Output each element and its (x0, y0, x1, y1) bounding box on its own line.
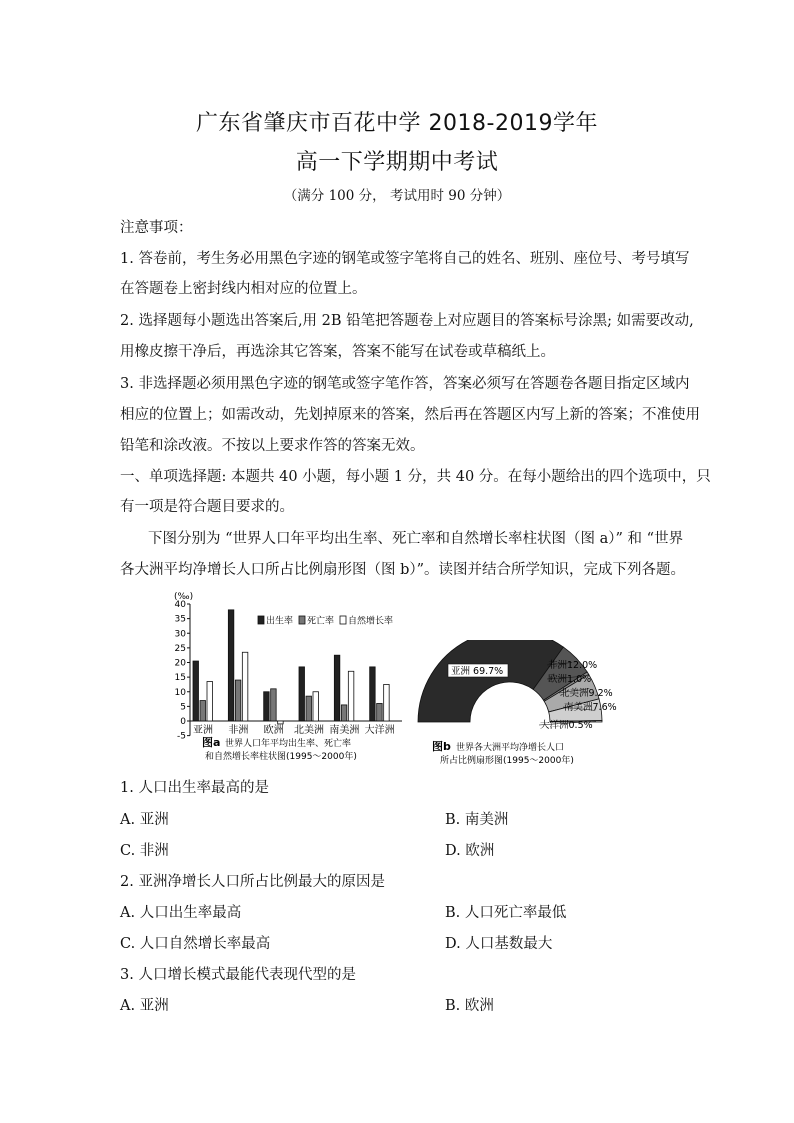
legend-swatch (258, 616, 264, 624)
section-heading-cont: 有一项是符合题目要求的。 (120, 499, 294, 515)
intro-line: 各大洲平均净增长人口所占比例扇形图（图 b）”。读图并结合所学知识，完成下列各题。 (120, 562, 686, 578)
x-tick-label: 欧洲 (263, 725, 284, 736)
notice-heading: 注意事项： (120, 220, 193, 236)
notice-line: 3. 非选择题必须用黑色字迹的钢笔或签字笔作答，答案必须写在答题卷各题目指定区域内 (120, 376, 690, 392)
chart-a-caption-line2: 和自然增长率柱状图(1995～2000年) (205, 752, 357, 762)
y-axis-label: (‰) (174, 592, 194, 602)
bar (370, 667, 376, 721)
notice-line: 相应的位置上；如需改动，先划掉原来的答案，然后再在答题区内写上新的答案；不准使用 (120, 407, 700, 423)
bar (200, 701, 206, 721)
bar (377, 703, 383, 721)
slice-label: 非洲12.0% (548, 660, 598, 671)
bar (334, 655, 340, 721)
question-stem: 2. 亚洲净增长人口所占比例最大的原因是 (120, 874, 385, 890)
bar (299, 667, 305, 721)
option-a[interactable]: A. 亚洲 (120, 812, 169, 828)
option-b[interactable]: B. 南美洲 (445, 812, 509, 828)
chart-a-caption-line1: 世界人口年平均出生率、死亡率 (225, 739, 352, 749)
slice-label: 南美洲7.6% (564, 702, 617, 713)
option-a[interactable]: A. 人口出生率最高 (120, 905, 242, 921)
y-tick-label: 30 (174, 629, 186, 640)
bar (306, 696, 312, 721)
y-tick-label: 10 (174, 687, 186, 698)
legend-label: 自然增长率 (348, 616, 394, 627)
y-tick-label: 25 (174, 643, 186, 654)
bar (235, 680, 241, 721)
slice-label: 北美洲9.2% (560, 688, 613, 699)
y-tick-label: 20 (174, 658, 186, 669)
y-tick-label: 15 (174, 673, 186, 684)
option-c[interactable]: C. 非洲 (120, 843, 169, 859)
option-b[interactable]: B. 欧洲 (445, 998, 494, 1014)
pie-chart (410, 640, 640, 770)
bar (242, 652, 248, 721)
intro-line: 下图分别为 “世界人口年平均出生率、死亡率和自然增长率柱状图（图 a）” 和 “世界 (148, 531, 684, 547)
section-heading: 一、单项选择题: 本题共 40 小题，每小题 1 分，共 40 分。在每小题给出的四个选项中，只 (120, 469, 711, 485)
y-tick-label: 40 (174, 600, 186, 610)
y-tick-label: -5 (177, 731, 186, 742)
page-subtitle-title: 高一下学期期中考试 (295, 150, 499, 175)
option-b[interactable]: B. 人口死亡率最低 (445, 905, 567, 921)
bar (341, 705, 347, 721)
bar (264, 692, 270, 721)
legend-label: 死亡率 (307, 616, 335, 627)
slice-label: 亚洲 69.7% (451, 666, 504, 677)
x-tick-label: 北美洲 (294, 725, 324, 736)
chart-b-caption-line2: 所占比例扇形图(1995～2000年) (440, 756, 574, 766)
bar-chart (160, 590, 430, 775)
option-d[interactable]: D. 人口基数最大 (445, 936, 553, 952)
x-tick-label: 南美洲 (329, 725, 360, 736)
option-a[interactable]: A. 亚洲 (120, 998, 169, 1014)
question-stem: 3. 人口增长模式最能代表现代型的是 (120, 967, 356, 983)
notice-line: 在答题卷上密封线内相对应的位置上。 (120, 281, 367, 297)
page-title: 广东省肇庆市百花中学 2018-2019学年 (196, 111, 598, 136)
bar (278, 721, 284, 724)
legend-swatch (340, 616, 346, 624)
bar (271, 689, 277, 721)
notice-line: 用橡皮擦干净后，再选涂其它答案，答案不能写在试卷或草稿纸上。 (120, 344, 555, 360)
option-c[interactable]: C. 人口自然增长率最高 (120, 936, 271, 952)
notice-line: 铅笔和涂改液。不按以上要求作答的答案无效。 (120, 438, 425, 454)
slice-label: 欧洲1.0% (548, 674, 592, 685)
bar (348, 671, 354, 721)
option-d[interactable]: D. 欧洲 (445, 843, 495, 859)
bar (313, 692, 319, 721)
bar (384, 684, 390, 721)
question-stem: 1. 人口出生率最高的是 (120, 780, 269, 796)
x-tick-label: 亚洲 (193, 725, 213, 736)
y-tick-label: 0 (180, 717, 186, 727)
chart-b-caption-line1: 世界各大洲平均净增长人口 (456, 743, 565, 753)
bar (228, 610, 234, 721)
bar (207, 682, 213, 721)
exam-info: （满分 100 分， 考试用时 90 分钟） (283, 188, 511, 204)
notice-line: 2. 选择题每小题选出答案后,用 2B 铅笔把答题卷上对应题目的答案标号涂黑; 如需要改动, (120, 313, 694, 329)
y-tick-label: 35 (174, 614, 186, 625)
legend-swatch (299, 616, 305, 624)
chart-a-caption-label: 图a (202, 736, 221, 749)
bar (193, 661, 199, 721)
x-tick-label: 非洲 (228, 725, 249, 736)
notice-line: 1. 答卷前，考生务必用黑色字迹的钢笔或签字笔将自己的姓名、班别、座位号、考号填写 (120, 251, 690, 267)
y-tick-label: 5 (180, 702, 186, 713)
chart-b-caption-label: 图b (432, 740, 451, 753)
legend-label: 出生率 (266, 616, 294, 627)
x-tick-label: 大洋洲 (364, 725, 395, 736)
slice-label: 大洋洲0.5% (540, 720, 593, 731)
